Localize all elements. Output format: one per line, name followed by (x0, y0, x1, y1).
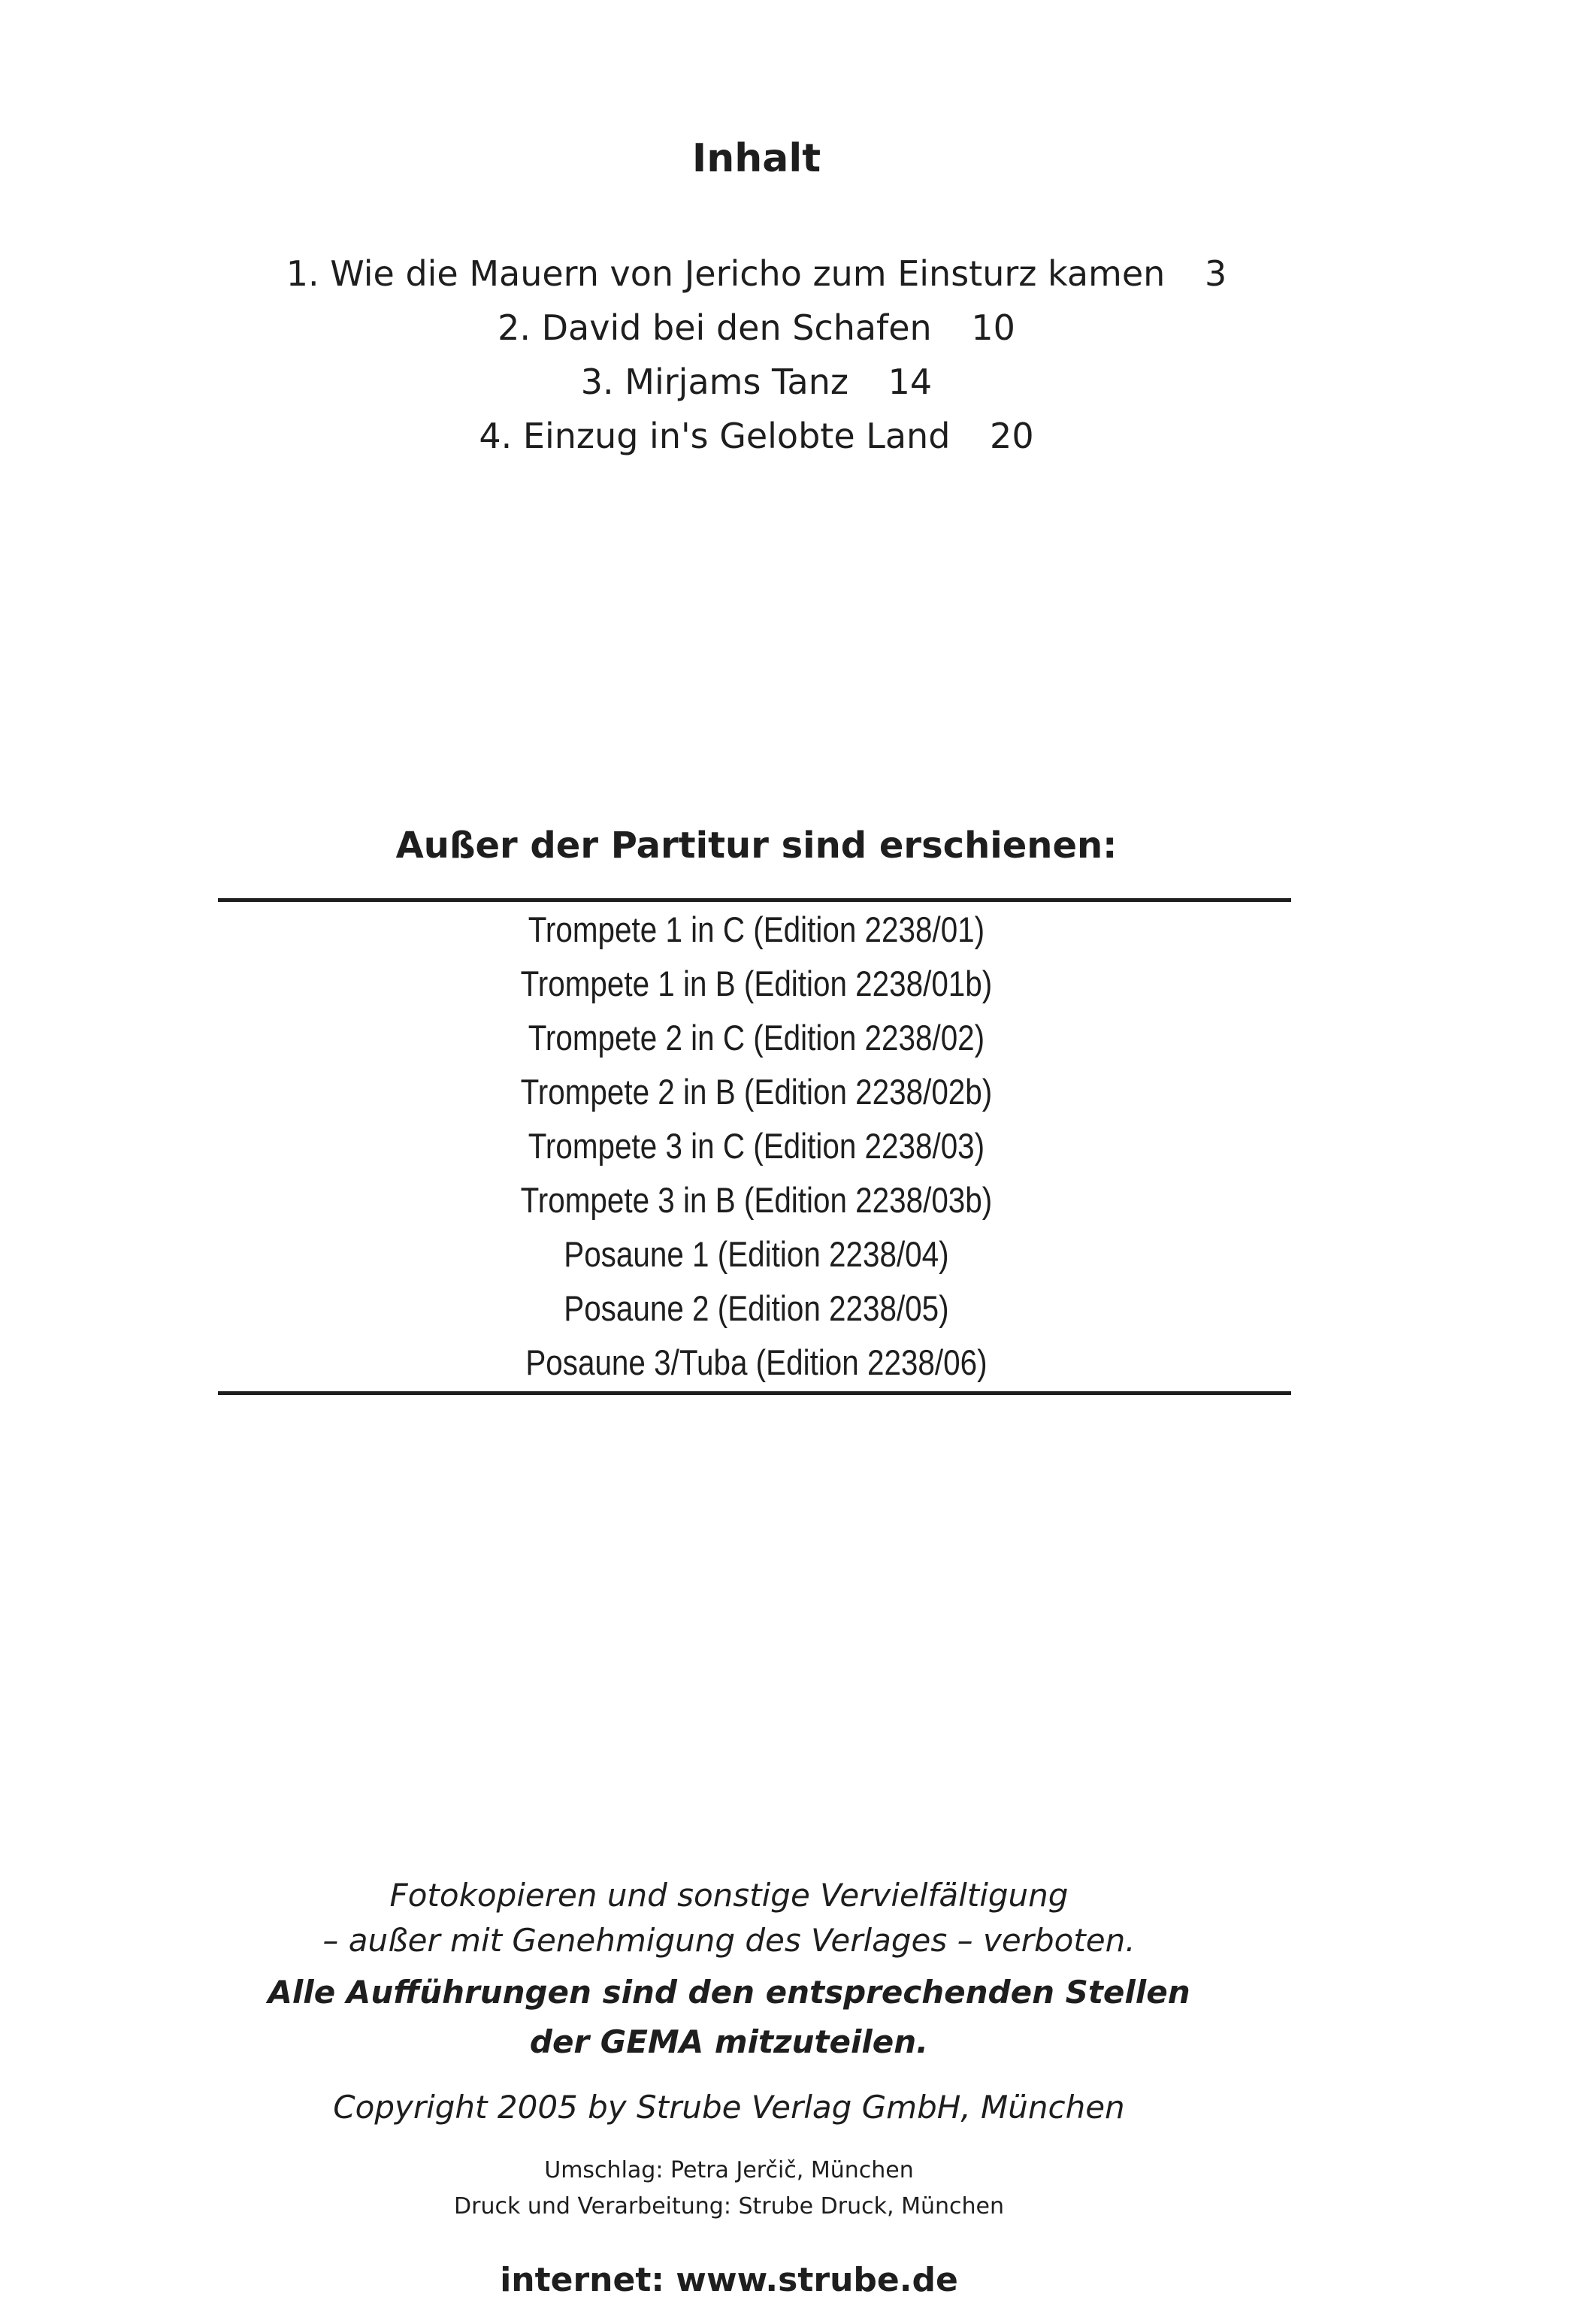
edition-item: Trompete 1 in C (Edition 2238/01) (528, 909, 985, 949)
editions-heading: Außer der Partitur sind erschienen: (395, 825, 1118, 867)
edition-item: Trompete 2 in C (Edition 2238/02) (528, 1018, 985, 1058)
performance-notice (0, 1968, 1458, 2067)
performance-notice-line-1: Alle Aufführungen sind den entsprechenden Stellen (268, 1974, 1190, 2011)
performance-notice-line-2: der GEMA mitzuteilen. (529, 2023, 929, 2060)
copy-notice-line-2: – außer mit Genehmigung des Verlages – verboten. (322, 1922, 1136, 1959)
edition-item: Posaune 3/Tuba (Edition 2238/06) (525, 1342, 988, 1382)
toc-entry-title: Einzug in's Gelobte Land (522, 416, 951, 456)
toc-entry (0, 409, 1513, 463)
toc-entry-number: 1. (286, 253, 319, 294)
edition-item: Trompete 3 in B (Edition 2238/03b) (520, 1180, 993, 1220)
toc-entry-title: Wie die Mauern von Jericho zum Einsturz kamen (330, 253, 1166, 294)
footer (0, 1873, 1458, 2303)
edition-item: Posaune 1 (Edition 2238/04) (564, 1234, 949, 1274)
edition-item: Trompete 2 in B (Edition 2238/02b) (520, 1072, 993, 1112)
toc-entry-number: 2. (498, 307, 531, 348)
toc-entry (0, 247, 1513, 301)
toc-entry-number: 4. (479, 416, 513, 456)
toc-entry-title: David bei den Schafen (541, 307, 932, 348)
edition-item: Trompete 3 in C (Edition 2238/03) (528, 1126, 985, 1166)
toc-entry-page: 10 (971, 307, 1015, 348)
edition-item: Posaune 2 (Edition 2238/05) (564, 1288, 949, 1328)
table-of-contents (0, 247, 1513, 463)
contents-title: Inhalt (691, 136, 821, 181)
print-credit: Druck und Verarbeitung: Strube Druck, München (454, 2193, 1004, 2220)
divider-bottom (218, 1391, 1291, 1395)
toc-entry (0, 355, 1513, 409)
editions-list (106, 902, 1407, 1389)
website-link[interactable]: internet: www.strube.de (500, 2261, 958, 2299)
toc-entry-page: 14 (888, 362, 933, 402)
edition-item: Trompete 1 in B (Edition 2238/01b) (520, 964, 993, 1003)
copy-notice-line-1: Fotokopieren und sonstige Vervielfältigung (389, 1877, 1069, 1914)
toc-entry-page: 20 (990, 416, 1034, 456)
copyright: Copyright 2005 by Strube Verlag GmbH, München (333, 2089, 1125, 2126)
toc-entry-page: 3 (1204, 253, 1227, 294)
toc-entry-title: Mirjams Tanz (625, 362, 849, 402)
toc-entry (0, 301, 1513, 355)
credits (0, 2153, 1458, 2225)
cover-credit: Umschlag: Petra Jerčič, München (544, 2157, 914, 2183)
toc-entry-number: 3. (580, 362, 614, 402)
